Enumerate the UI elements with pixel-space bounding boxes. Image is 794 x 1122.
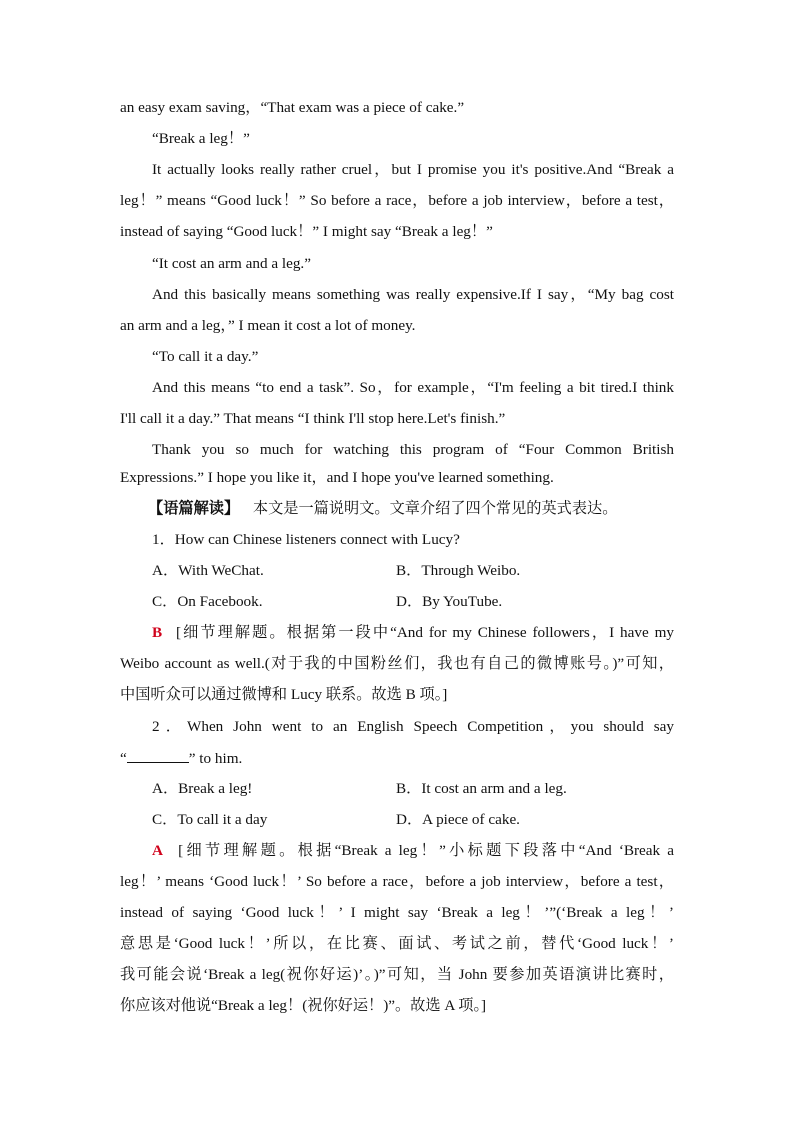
- passage-line: leg！” means “Good luck！” So before a race，before a job interview，before a test，: [120, 192, 674, 209]
- analysis-line: [148, 499, 670, 519]
- question-1-explanation: Weibo account as well.(对于我的中国粉丝们，我也有自己的微博账号。)”可知，: [120, 655, 674, 672]
- passage-line: It actually looks really rather cruel，but I promise you it's positive.And “Break a: [152, 161, 674, 178]
- question-2-stem: 2．When John went to an English Speech Competition，you should say: [152, 718, 674, 735]
- question-1-options-row: [152, 561, 674, 581]
- question-2-stem: [120, 748, 674, 769]
- question-2-explanation: 意思是‘Good luck！’所以，在比赛、面试、考试之前，替代‘Good luck！’: [120, 935, 674, 952]
- analysis-text: 本文是一篇说明文。文章介绍了四个常见的英式表达。: [252, 500, 618, 517]
- subheading-arm-and-leg: “It cost an arm and a leg.”: [152, 255, 311, 272]
- question-2-options-row: [152, 810, 674, 830]
- passage-line: And this means “to end a task”. So，for example，“I'm feeling a bit tired.I think: [152, 379, 674, 396]
- question-2-explanation: 我可能会说‘Break a leg(祝你好运)’。)”可知，当 John 要参加英语演讲比赛时，: [120, 966, 674, 983]
- option-b: B．It cost an arm and a leg.: [396, 780, 567, 797]
- explanation-text: [细节理解题。根据第一段中“And for my Chinese followers，I have my: [176, 624, 674, 641]
- passage-line: an easy exam saving，“That exam was a piece of cake.”: [120, 99, 465, 116]
- stem-end: ” to him.: [188, 750, 243, 767]
- explanation-text: [细节理解题。根据“Break a leg！”小标题下段落中“And ‘Break a: [178, 842, 675, 859]
- question-1-options-row: [152, 592, 674, 612]
- open-quote: “: [120, 750, 127, 767]
- option-d: D．By YouTube.: [396, 593, 503, 610]
- passage-line: an arm and a leg，” I mean it cost a lot of money.: [120, 317, 416, 334]
- subheading-call-it-a-day: “To call it a day.”: [152, 348, 259, 365]
- answer-letter: B: [152, 624, 163, 641]
- question-2-explanation: leg！’ means ‘Good luck！’ So before a race，before a job interview，before a test，: [120, 873, 674, 890]
- option-c: C．On Facebook.: [152, 593, 263, 610]
- question-1-explanation: 中国听众可以通过微博和 Lucy 联系。故选 B 项。]: [120, 686, 448, 703]
- question-1-explanation: [152, 623, 674, 643]
- option-b: B．Through Weibo.: [396, 562, 521, 579]
- question-2-options-row: [152, 779, 674, 799]
- question-1-stem: 1．How can Chinese listeners connect with Lucy?: [152, 531, 460, 548]
- question-2-explanation: instead of saying ‘Good luck！’ I might say ‘Break a leg！’”(‘Break a leg！’: [120, 904, 674, 921]
- answer-letter: A: [152, 842, 163, 859]
- subheading-break-a-leg: “Break a leg！”: [152, 130, 250, 147]
- analysis-heading: 【语篇解读】: [148, 500, 240, 517]
- passage-line: instead of saying “Good luck！” I might say “Break a leg！”: [120, 223, 493, 240]
- passage-line: I'll call it a day.” That means “I think I'll stop here.Let's finish.”: [120, 410, 506, 427]
- passage-line: And this basically means something was really expensive.If I say，“My bag cost: [152, 286, 674, 303]
- option-c: C．To call it a day: [152, 811, 268, 828]
- passage-line: Expressions.” I hope you like it，and I hope you've learned something.: [120, 469, 554, 486]
- passage-line: Thank you so much for watching this program of “Four Common British: [152, 441, 674, 458]
- answer-blank: [127, 748, 189, 763]
- option-d: D．A piece of cake.: [396, 811, 520, 828]
- question-2-explanation: 你应该对他说“Break a leg！(祝你好运！)”。故选 A 项。]: [120, 997, 487, 1014]
- option-a: A．Break a leg!: [152, 780, 253, 797]
- option-a: A．With WeChat.: [152, 562, 264, 579]
- question-2-explanation: [152, 841, 674, 861]
